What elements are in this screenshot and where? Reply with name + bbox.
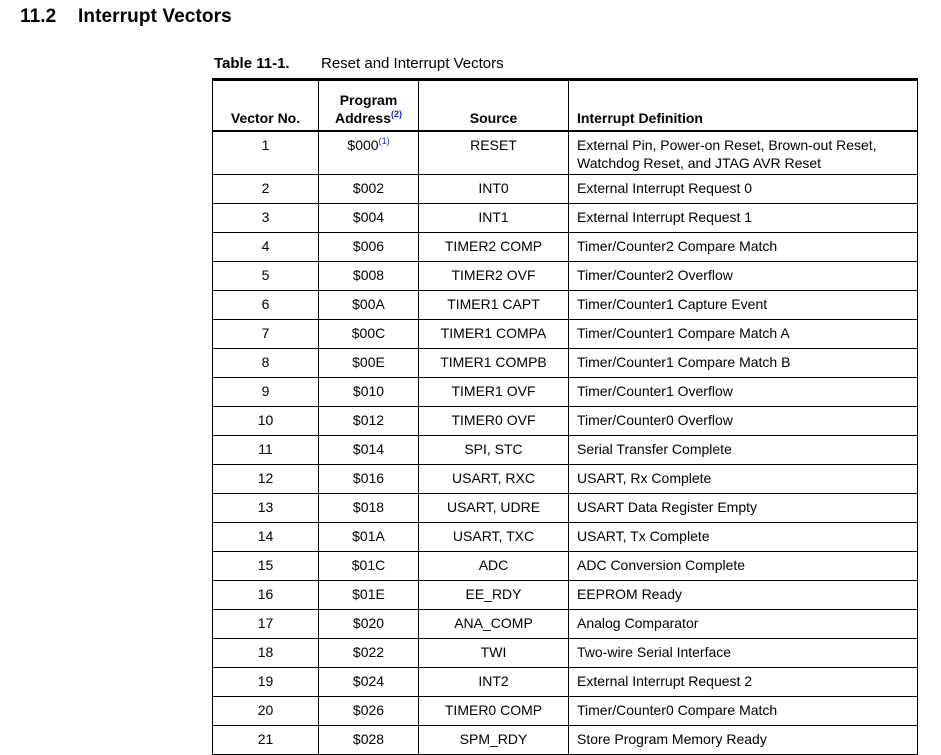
cell-vector-no-text: 20 [257,702,274,718]
cell-program-address-text: $022 [352,644,385,660]
cell-source-text: TIMER1 OVF [451,383,536,399]
table-caption-title: Reset and Interrupt Vectors [321,55,504,72]
cell-program-address-text: $01C [351,557,386,573]
cell-vector-no [213,175,319,204]
cell-interrupt-definition [569,436,918,465]
cell-interrupt-definition-text: Timer/Counter2 Overflow [577,267,733,283]
cell-source-text: RESET [470,137,517,153]
cell-vector-no [213,131,319,175]
cell-source-text: INT1 [478,209,509,225]
cell-source [419,552,569,581]
cell-program-address [319,378,419,407]
cell-vector-no-text: 2 [261,180,270,196]
header-program-address-line2: Address [334,110,392,126]
cell-source-text: TIMER1 CAPT [447,296,540,312]
cell-vector-no-text: 11 [258,441,273,457]
cell-source-text: USART, RXC [452,470,535,486]
cell-interrupt-definition-text: Serial Transfer Complete [577,441,732,457]
header-interrupt-definition: Interrupt Definition [569,80,918,132]
cell-interrupt-definition-text: Timer/Counter2 Compare Match [577,238,778,254]
cell-vector-no [213,378,319,407]
cell-program-address [319,552,419,581]
cell-program-address [319,436,419,465]
cell-program-address [319,349,419,378]
cell-program-address [319,320,419,349]
cell-vector-no [213,233,319,262]
cell-interrupt-definition-text: Timer/Counter0 Overflow [577,412,733,428]
cell-interrupt-definition-text: USART, Rx Complete [577,470,712,486]
cell-interrupt-definition-text: External Interrupt Request 2 [577,673,753,689]
cell-source-text: TIMER0 OVF [451,412,536,428]
cell-source [419,407,569,436]
cell-interrupt-definition [569,523,918,552]
cell-vector-no [213,668,319,697]
cell-program-address [319,262,419,291]
cell-interrupt-definition [569,233,918,262]
cell-vector-no-text: 4 [261,238,270,254]
section-number: 11.2 [20,6,57,27]
cell-interrupt-definition [569,639,918,668]
cell-interrupt-definition [569,262,918,291]
cell-interrupt-definition-text: Analog Comparator [577,615,699,631]
cell-interrupt-definition-text: EEPROM Ready [577,586,683,602]
cell-program-address-text: $008 [352,267,385,283]
cell-interrupt-definition [569,552,918,581]
table-row [213,523,918,552]
cell-source-text: TIMER1 COMPA [440,325,547,341]
cell-vector-no [213,523,319,552]
cell-source [419,378,569,407]
cell-interrupt-definition-text: Store Program Memory Ready [577,731,767,747]
cell-source [419,291,569,320]
cell-interrupt-definition-text: External Interrupt Request 1 [577,209,753,225]
table-row [213,668,918,697]
cell-program-address [319,697,419,726]
cell-vector-no-text: 3 [261,209,270,225]
table-row [213,610,918,639]
cell-vector-no [213,436,319,465]
cell-source-text: INT0 [478,180,509,196]
cell-vector-no [213,320,319,349]
cell-interrupt-definition-text: ADC Conversion Complete [577,557,746,573]
cell-vector-no [213,494,319,523]
cell-interrupt-definition-text: Timer/Counter1 Compare Match A [577,325,790,341]
table-row [213,378,918,407]
cell-program-address-text: $024 [352,673,385,689]
cell-interrupt-definition [569,726,918,755]
table-row [213,262,918,291]
cell-source [419,581,569,610]
header-program-address-line1: Program [339,92,398,108]
cell-program-address [319,465,419,494]
cell-interrupt-definition [569,610,918,639]
cell-program-address-text: $014 [352,441,385,457]
cell-source-text: USART, TXC [452,528,535,544]
cell-program-address-text: $016 [352,470,385,486]
section-title: Interrupt Vectors [78,6,232,27]
cell-interrupt-definition [569,581,918,610]
cell-program-address-text: $026 [352,702,385,718]
cell-program-address [319,581,419,610]
cell-vector-no [213,204,319,233]
cell-vector-no-text: 18 [257,644,274,660]
cell-interrupt-definition [569,494,918,523]
cell-vector-no-text: 10 [257,412,274,428]
cell-source [419,175,569,204]
cell-source [419,610,569,639]
cell-vector-no-text: 13 [257,499,274,515]
cell-program-address-text: $002 [352,180,385,196]
cell-program-address [319,668,419,697]
cell-interrupt-definition [569,407,918,436]
footnote-ref-2[interactable]: (2) [391,109,403,119]
cell-source-text: USART, UDRE [446,499,541,515]
cell-source-text: TWI [480,644,507,660]
cell-program-address-text: $00C [351,325,386,341]
cell-interrupt-definition-text: External Pin, Power-on Reset, Brown-out Reset, Watchdog Reset, and JTAG AVR Reset [577,137,877,171]
cell-vector-no [213,639,319,668]
cell-interrupt-definition [569,378,918,407]
table-row [213,320,918,349]
cell-interrupt-definition [569,349,918,378]
cell-vector-no-text: 21 [257,731,274,747]
cell-program-address [319,131,419,175]
cell-interrupt-definition-text: USART Data Register Empty [577,499,757,515]
cell-vector-no-text: 7 [261,325,270,341]
table-row [213,436,918,465]
cell-source [419,697,569,726]
cell-vector-no-text: 6 [261,296,270,312]
header-vector-no: Vector No. [213,80,319,132]
cell-interrupt-definition [569,204,918,233]
table-row [213,204,918,233]
table-row [213,581,918,610]
cell-vector-no [213,291,319,320]
cell-source [419,465,569,494]
cell-program-address [319,726,419,755]
cell-vector-no-text: 8 [261,354,270,370]
cell-vector-no [213,349,319,378]
cell-program-address [319,233,419,262]
cell-program-address-text: $028 [352,731,385,747]
table-row [213,175,918,204]
cell-vector-no [213,726,319,755]
cell-interrupt-definition [569,668,918,697]
cell-program-address-text: $010 [352,383,385,399]
table-row [213,407,918,436]
cell-source-text: TIMER1 COMPB [440,354,547,370]
table-row [213,465,918,494]
table-row [213,726,918,755]
cell-interrupt-definition-text: Timer/Counter1 Capture Event [577,296,768,312]
table-row [213,291,918,320]
cell-interrupt-definition-text: Timer/Counter1 Compare Match B [577,354,791,370]
cell-program-address [319,204,419,233]
table-row [213,349,918,378]
table-header-row [213,80,918,132]
cell-program-address-text: $00A [352,296,385,312]
cell-source [419,349,569,378]
cell-vector-no-text: 16 [257,586,274,602]
cell-source-text: TIMER2 OVF [451,267,536,283]
cell-vector-no [213,581,319,610]
cell-program-address [319,639,419,668]
cell-interrupt-definition-text: Two-wire Serial Interface [577,644,732,660]
cell-source [419,639,569,668]
cell-program-address [319,175,419,204]
cell-interrupt-definition-text: External Interrupt Request 0 [577,180,753,196]
cell-source [419,262,569,291]
table-caption [214,55,504,72]
cell-source [419,204,569,233]
cell-source-text: ANA_COMP [454,615,533,631]
table-row [213,697,918,726]
cell-interrupt-definition-text: Timer/Counter1 Overflow [577,383,733,399]
cell-vector-no [213,610,319,639]
cell-source [419,131,569,175]
cell-interrupt-definition [569,465,918,494]
cell-program-address-text: $01A [352,528,385,544]
cell-program-address-text: $00E [352,354,385,370]
cell-program-address-text: $012 [352,412,385,428]
cell-interrupt-definition [569,320,918,349]
cell-source [419,233,569,262]
cell-vector-no [213,407,319,436]
cell-interrupt-definition [569,175,918,204]
cell-program-address-text: $006 [352,238,385,254]
table-body [213,131,918,755]
cell-vector-no [213,465,319,494]
cell-interrupt-definition [569,291,918,320]
table-row [213,131,918,175]
cell-source [419,494,569,523]
cell-program-address [319,610,419,639]
cell-source-text: SPI, STC [464,441,523,457]
cell-program-address [319,523,419,552]
cell-program-address-text: $01E [352,586,385,602]
cell-source-text: ADC [478,557,509,573]
cell-interrupt-definition-text: USART, Tx Complete [577,528,710,544]
cell-program-address-text: $020 [352,615,385,631]
table-row [213,552,918,581]
cell-vector-no-text: 17 [257,615,274,631]
interrupt-vectors-table [212,78,918,755]
cell-vector-no-text: 1 [261,137,270,153]
footnote-ref-1[interactable]: (1) [378,136,390,146]
cell-program-address [319,494,419,523]
cell-vector-no [213,262,319,291]
cell-source-text: TIMER0 COMP [444,702,543,718]
cell-source-text: TIMER2 COMP [444,238,543,254]
section-heading [20,6,232,28]
cell-source [419,668,569,697]
header-program-address [319,80,419,132]
cell-source [419,436,569,465]
cell-program-address-text: $018 [352,499,385,515]
cell-vector-no [213,552,319,581]
table-caption-number: Table 11-1. [214,55,290,72]
cell-source [419,523,569,552]
cell-program-address [319,291,419,320]
cell-vector-no [213,697,319,726]
table-row [213,233,918,262]
header-source: Source [419,80,569,132]
cell-interrupt-definition [569,697,918,726]
cell-vector-no-text: 15 [257,557,274,573]
cell-source-text: INT2 [478,673,509,689]
table-row [213,494,918,523]
cell-program-address-text: $004 [352,209,385,225]
cell-interrupt-definition-text: Timer/Counter0 Compare Match [577,702,778,718]
cell-vector-no-text: 19 [257,673,274,689]
table-row [213,639,918,668]
cell-vector-no-text: 14 [257,528,274,544]
cell-source [419,726,569,755]
cell-source-text: EE_RDY [465,586,522,602]
cell-source [419,320,569,349]
cell-vector-no-text: 12 [257,470,274,486]
cell-program-address-text: $000 [347,137,379,153]
cell-vector-no-text: 9 [261,383,270,399]
cell-interrupt-definition [569,131,918,175]
cell-source-text: SPM_RDY [459,731,528,747]
cell-program-address [319,407,419,436]
cell-vector-no-text: 5 [261,267,270,283]
